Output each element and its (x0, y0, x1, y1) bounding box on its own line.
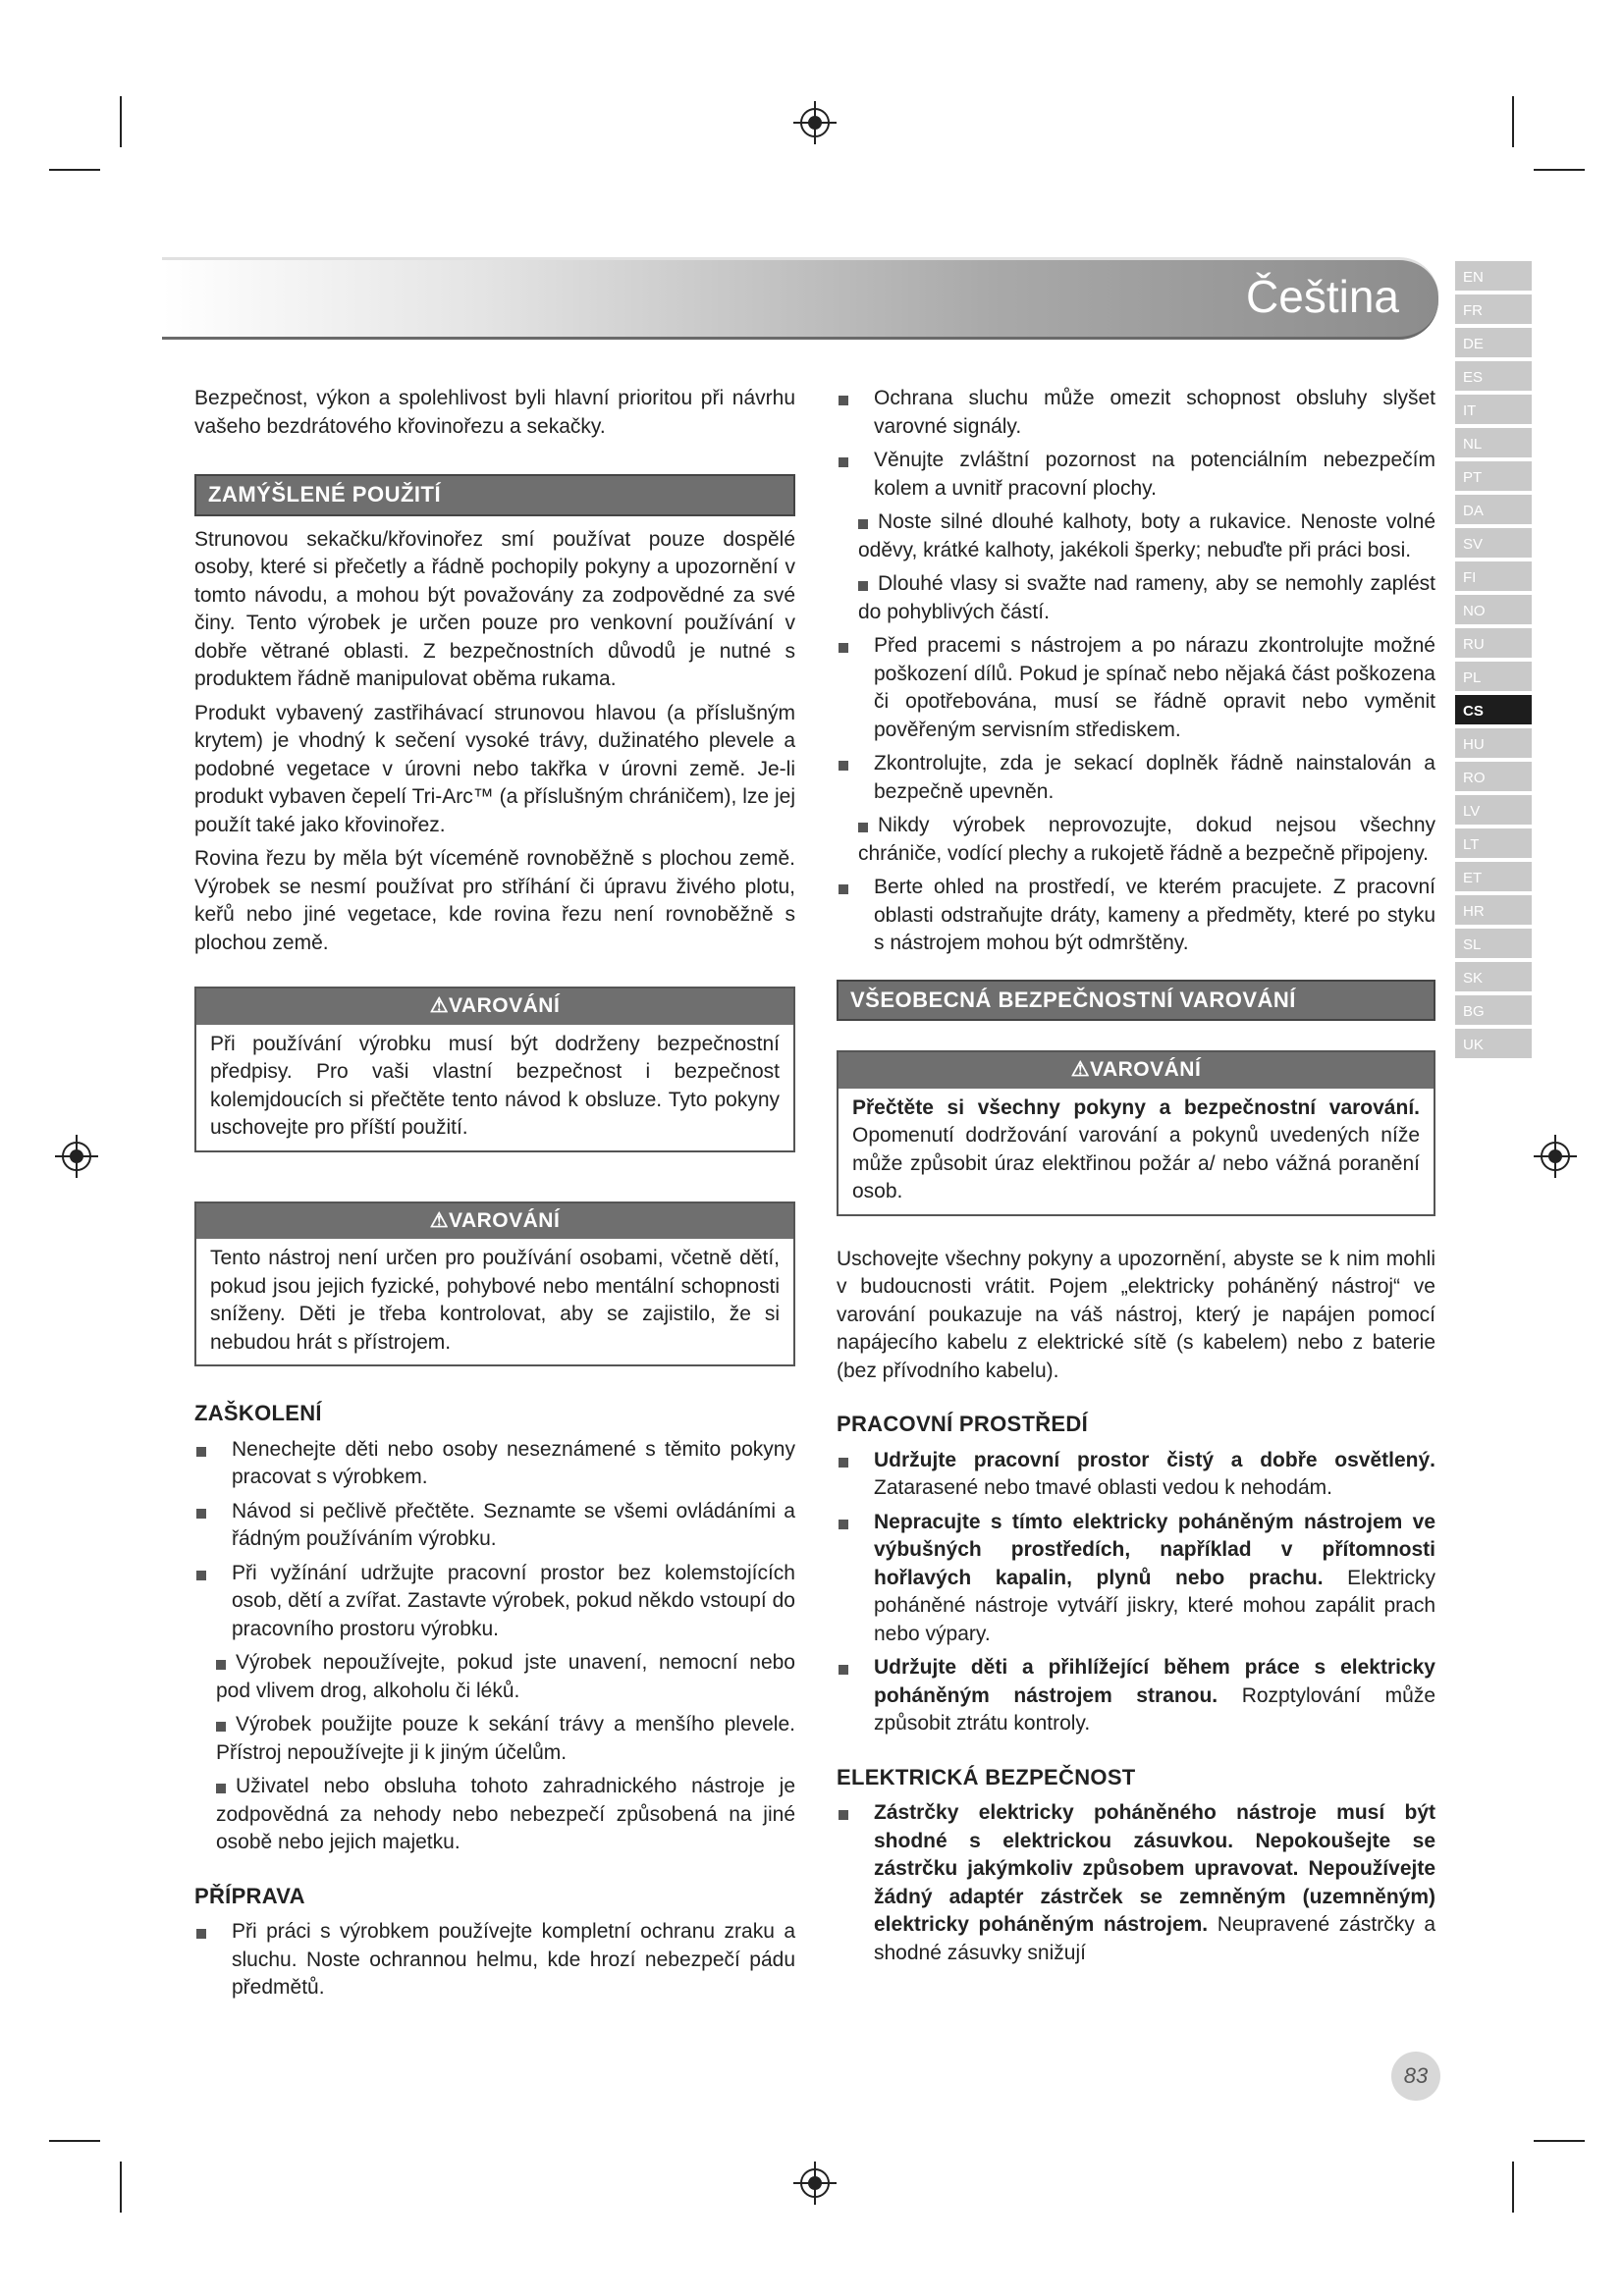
list-item (837, 1509, 1435, 1649)
lang-tab[interactable]: DA (1455, 495, 1532, 524)
list-item-text: Zatarasené nebo tmavé oblasti vedou k nehodám. (874, 1476, 1332, 1499)
list-item: Zkontrolujte, zda je sekací doplněk řádně nainstalován a bezpečně upevněn. (837, 750, 1435, 806)
lang-tab[interactable]: HU (1455, 728, 1532, 758)
training-list (194, 1436, 795, 1857)
crop-mark (1534, 2140, 1585, 2142)
list-item: Při práci s výrobkem používejte kompletní ochranu zraku a sluchu. Noste ochrannou helmu, kde hrozí nebezpečí pádu předmětů. (194, 1918, 795, 2002)
lang-tab[interactable]: HR (1455, 895, 1532, 925)
registration-mark-icon (793, 2162, 837, 2205)
intended-use-paragraph: Rovina řezu by měla být víceméně rovnoběžně s plochou země. Výrobek se nesmí používat pro stříhání či úpravu živého plotu, keřů nebo jiné vegetace, kde rovina řezu není rovnoběžně s plochou země. (194, 847, 795, 954)
warning-triangle-icon: ⚠ (429, 994, 450, 1017)
list-item: Před pracemi s nástrojem a po nárazu zkontrolujte možné poškození dílů. Pokud je spínač nebo nějaká část poškozena či opotřebována, musí se řádně opravit nebo vyměnit pověřeným servisním střediskem. (837, 632, 1435, 744)
section-heading-general-safety: VŠEOBECNÁ BEZPEČNOSTNÍ VAROVÁNÍ (837, 980, 1435, 1022)
language-banner (162, 257, 1438, 340)
crop-mark (1512, 2162, 1514, 2213)
list-item: Nenechejte děti nebo osoby neseznámené s těmito pokyny pracovat s výrobkem. (194, 1436, 795, 1492)
intended-use-paragraph: Strunovou sekačku/křovinořez smí používat pouze dospělé osoby, které si přečetly a řádně pochopily pokyny a upozornění v tomto návodu, a mohou být považovány za zodpovědné za své činy. Tento výrobek je určen pouze pro venkovní používání v dobře větrané oblasti. Z bezpečnostních důvodů je nutné s produktem řádně manipulovat oběma rukama. (194, 527, 795, 690)
lang-tab[interactable]: ET (1455, 862, 1532, 891)
crop-mark (1512, 96, 1514, 147)
lang-tab[interactable]: SK (1455, 962, 1532, 991)
warning-text: Tento nástroj není určen pro používání osobami, včetně dětí, pokud jsou jejich fyzické, pohybové nebo mentální schopnosti sníženy. Děti je třeba kontrolovat, aby se zajistilo, že si nebudou hrát s přístrojem. (210, 1247, 780, 1354)
list-item-text: Dlouhé vlasy si svažte nad rameny, aby se nemohly zaplést do pohyblivých částí. (858, 572, 1435, 623)
warning-title: VAROVÁNÍ (449, 1208, 561, 1232)
list-item (194, 1773, 795, 1857)
list-item-text: Neupravené zástrčky a shodné zásuvky snižují (874, 1913, 1435, 1964)
section-heading-electrical: ELEKTRICKÁ BEZPEČNOST (837, 1764, 1136, 1789)
general-paragraph: Uschovejte všechny pokyny a upozornění, abyste se k nim mohli v budoucnosti vrátit. Pojem „elektricky poháněný nástroj“ ve varování poukazuje na váš nástroj, který je napájen pomocí napájecího kabelu z elektrické sítě (s kabelem) nebo z baterie (bez přívodního kabelu). (837, 1247, 1435, 1382)
right-column (837, 385, 1435, 1973)
lang-tab[interactable]: EN (1455, 261, 1532, 291)
list-item (837, 1447, 1435, 1503)
warning-bold-text: Přečtěte si všechny pokyny a bezpečnostní varování. (852, 1095, 1420, 1119)
list-item: Ochrana sluchu může omezit schopnost obsluhy slyšet varovné signály. (837, 385, 1435, 441)
lang-tab[interactable]: BG (1455, 995, 1532, 1025)
warning-triangle-icon: ⚠ (1070, 1058, 1091, 1081)
warning-triangle-icon: ⚠ (429, 1208, 450, 1232)
warning-body-text: Opomenutí dodržování varování a pokynů uvedených níže může způsobit úraz elektřinou požár a/ nebo vážná poranění osob. (852, 1124, 1420, 1202)
list-item: Návod si pečlivě přečtěte. Seznamte se všemi ovládáními a řádným používáním výrobku. (194, 1498, 795, 1554)
crop-mark (120, 96, 122, 147)
registration-mark-icon (1534, 1135, 1577, 1178)
preparation-continued-list (837, 385, 1435, 958)
section-heading-training: ZAŠKOLENÍ (194, 1401, 322, 1425)
page-number: 83 (1391, 2052, 1440, 2101)
warning-text: Při používání výrobku musí být dodrženy bezpečnostní předpisy. Pro vaši vlastní bezpečnost i bezpečnost kolemjdoucích si přečtěte tento návod k obsluze. Tyto pokyny uschovejte pro příští použití. (210, 1032, 780, 1139)
warning-header (196, 1203, 793, 1240)
list-item (837, 1654, 1435, 1738)
list-item (194, 1649, 795, 1705)
list-item (837, 1799, 1435, 1967)
section-heading-work-area: PRACOVNÍ PROSTŘEDÍ (837, 1412, 1088, 1436)
language-tabs (1455, 261, 1532, 1062)
warning-box (837, 1050, 1435, 1216)
section-heading-intended-use: ZAMÝŠLENÉ POUŽITÍ (194, 474, 795, 516)
lang-tab[interactable]: PT (1455, 461, 1532, 491)
section-heading-preparation: PŘÍPRAVA (194, 1883, 305, 1908)
work-area-list (837, 1447, 1435, 1738)
lang-tab[interactable]: DE (1455, 328, 1532, 357)
warning-text (839, 1089, 1434, 1214)
warning-header (839, 1052, 1434, 1089)
left-column (194, 385, 795, 2008)
lang-tab[interactable]: NL (1455, 428, 1532, 457)
list-item-text: Noste silné dlouhé kalhoty, boty a rukavice. Nenoste volné oděvy, krátké kalhoty, jakékoli šperky; nebuďte při práci bosi. (858, 510, 1435, 561)
preparation-list (194, 1918, 795, 2002)
lang-tab[interactable]: SV (1455, 528, 1532, 558)
warning-title: VAROVÁNÍ (449, 994, 561, 1017)
list-item (837, 508, 1435, 564)
warning-box (194, 1201, 795, 1367)
crop-mark (120, 2162, 122, 2213)
lang-tab[interactable]: IT (1455, 395, 1532, 424)
warning-box (194, 987, 795, 1152)
lang-tab[interactable]: ES (1455, 361, 1532, 391)
warning-title: VAROVÁNÍ (1090, 1058, 1202, 1081)
list-item (837, 570, 1435, 626)
intended-use-paragraph: Produkt vybavený zastřihávací strunovou hlavou (a příslušným krytem) je vhodný k sečení vysoké trávy, dužinatého plevele a podobné vegetace v úrovni nebo takřka v úrovni země. Je-li produkt vybaven čepelí Tri-Arc™ (a příslušným chráničem), lze jej použít také jako křovinořez. (194, 701, 795, 836)
lang-tab[interactable]: UK (1455, 1029, 1532, 1058)
lang-tab[interactable]: RU (1455, 628, 1532, 658)
list-item: Při vyžínání udržujte pracovní prostor bez kolemstojících osob, dětí a zvířat. Zastavte výrobek, pokud někdo vstoupí do pracovního prostoru výrobku. (194, 1560, 795, 1644)
lang-tab[interactable]: PL (1455, 662, 1532, 691)
list-item: Berte ohled na prostředí, ve kterém pracujete. Z pracovní oblasti odstraňujte dráty, kameny a předměty, které po styku s nástrojem mohou být odmrštěny. (837, 874, 1435, 958)
list-item-text: Výrobek použijte pouze k sekání trávy a menšího plevele. Přístroj nepoužívejte ji k jiným účelům. (216, 1713, 795, 1764)
list-item-bold: Udržujte pracovní prostor čistý a dobře osvětlený. (874, 1448, 1435, 1471)
lang-tab-active[interactable]: CS (1455, 695, 1532, 724)
registration-mark-icon (55, 1135, 98, 1178)
list-item-text: Elektricky poháněné nástroje vytváří jiskry, které mohou zapálit prach nebo výpary. (874, 1566, 1436, 1645)
list-item-text: Uživatel nebo obsluha tohoto zahradnického nástroje je zodpovědná za nehody nebo nebezpečí způsobená na jiné osobě nebo jejich majetku. (216, 1775, 795, 1853)
list-item (194, 1711, 795, 1767)
list-item: Věnujte zvláštní pozornost na potenciálním nebezpečím kolem a uvnitř pracovní plochy. (837, 447, 1435, 503)
lang-tab[interactable]: FR (1455, 294, 1532, 324)
page-language-title: Čeština (1246, 271, 1399, 322)
lang-tab[interactable]: RO (1455, 762, 1532, 791)
list-item-text: Nikdy výrobek neprovozujte, dokud nejsou všechny chrániče, vodící plechy a rukojetě řádně a bezpečně připojeny. (858, 814, 1435, 865)
lang-tab[interactable]: LV (1455, 795, 1532, 825)
list-item-text: Rozptylování může způsobit ztrátu kontroly. (874, 1683, 1435, 1735)
intro-paragraph: Bezpečnost, výkon a spolehlivost byli hlavní prioritou při návrhu vašeho bezdrátového křovinořezu a sekačky. (194, 387, 795, 438)
lang-tab[interactable]: LT (1455, 828, 1532, 858)
lang-tab[interactable]: SL (1455, 929, 1532, 958)
list-item-text: Výrobek nepoužívejte, pokud jste unavení, nemocní nebo pod vlivem drog, alkoholu či léků. (216, 1651, 795, 1702)
warning-header (196, 988, 793, 1025)
registration-mark-icon (793, 101, 837, 144)
crop-mark (1534, 169, 1585, 171)
lang-tab[interactable]: NO (1455, 595, 1532, 624)
list-item-bold: Nepracujte s tímto elektricky poháněným nástrojem ve výbušných prostředích, například v přítomnosti hořlavých kapalin, plynů nebo prachu. (874, 1510, 1435, 1589)
lang-tab[interactable]: FI (1455, 561, 1532, 591)
list-item-bold: Udržujte děti a přihlížející během práce s elektricky poháněným nástrojem stranou. (874, 1656, 1435, 1707)
electrical-list (837, 1799, 1435, 1967)
crop-mark (49, 169, 100, 171)
crop-mark (49, 2140, 100, 2142)
list-item-bold: Zástrčky elektricky poháněného nástroje musí být shodné s elektrickou zásuvkou. Nepokoušejte se zástrčku jakýmkoliv způsobem upravovat. Nepoužívejte žádný adaptér zástrček se zemněným (uzemněným) elektricky poháněným nástrojem. (874, 1801, 1435, 1936)
list-item (837, 812, 1435, 868)
